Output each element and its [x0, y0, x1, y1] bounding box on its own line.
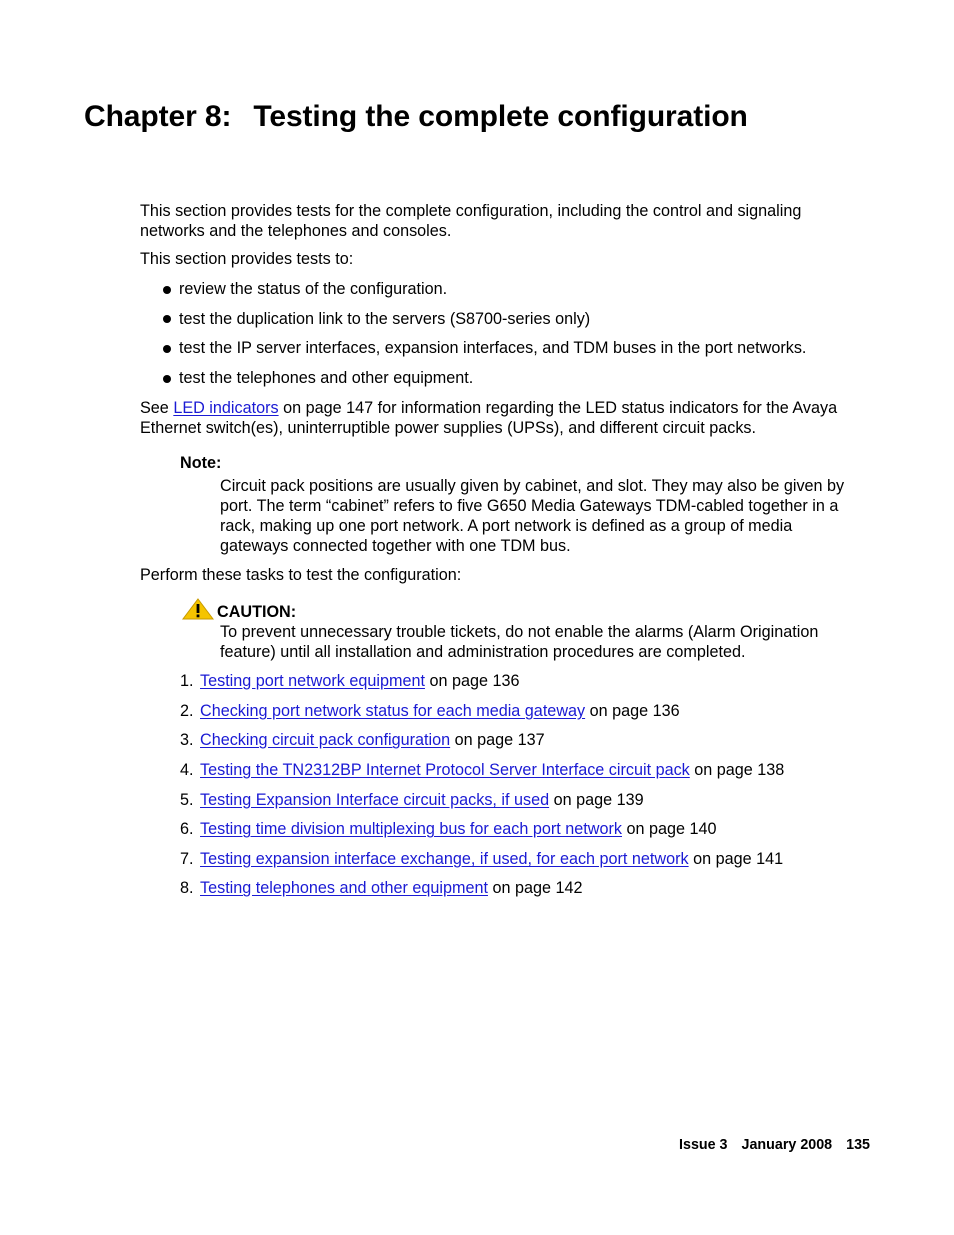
task-item: 4. Testing the TN2312BP Internet Protocol Server Interface circuit pack on page 138 [180, 761, 785, 780]
bullet-icon [163, 345, 171, 353]
note-body: Circuit pack positions are usually given by cabinet, and slot. They may also be given by port. The term “cabinet” refers to five G650 Media Gateways TDM-cabled together in a rack, making up one port network. A port network is defined as a group of media gateways connected together with one TDM bus. [220, 476, 845, 555]
caution-header [182, 598, 852, 622]
caution-label: CAUTION: [217, 602, 297, 621]
task-list [140, 671, 852, 898]
perform-paragraph: Perform these tasks to test the configuration: [140, 565, 462, 584]
see-paragraph: See LED indicators on page 147 for information regarding the LED status indicators for the Avaya Ethernet switch(es), uninterruptible power supplies (UPSs), and different circuit packs. [140, 398, 838, 437]
footer-issue: Issue 3 [679, 1137, 728, 1153]
task-item: 2. Checking port network status for each media gateway on page 136 [180, 701, 680, 720]
task-link-ip-server-interface[interactable]: Testing the TN2312BP Internet Protocol Server Interface circuit pack [200, 761, 690, 780]
chapter-name: Testing the complete configuration [253, 100, 748, 133]
bullet-list [140, 279, 852, 388]
chapter-label: Chapter 8: [84, 100, 232, 133]
task-link-telephones[interactable]: Testing telephones and other equipment [200, 879, 488, 898]
task-item: 5. Testing Expansion Interface circuit packs, if used on page 139 [180, 790, 644, 809]
intro-paragraph: This section provides tests for the complete configuration, including the control and signaling networks and the telephones and consoles. [140, 202, 802, 240]
page-number: 135 [846, 1137, 870, 1153]
led-indicators-link[interactable]: LED indicators [173, 398, 279, 417]
warning-triangle-icon [182, 598, 214, 620]
list-item: test the telephones and other equipment. [140, 368, 852, 388]
note-label: Note: [180, 453, 222, 472]
task-link-port-network-equipment[interactable]: Testing port network equipment [200, 672, 425, 691]
lead-paragraph: This section provides tests to: [140, 250, 354, 268]
task-item: 3. Checking circuit pack configuration on page 137 [180, 731, 545, 750]
page-footer [679, 1137, 870, 1153]
bullet-icon [163, 315, 171, 323]
list-item: review the status of the configuration. [140, 279, 852, 299]
task-link-expansion-interface[interactable]: Testing Expansion Interface circuit packs, if used [200, 790, 550, 809]
chapter-title [84, 100, 748, 134]
bullet-icon [163, 286, 171, 294]
task-item: 8. Testing telephones and other equipment on page 142 [180, 879, 583, 898]
footer-date: January 2008 [741, 1137, 833, 1153]
task-link-expansion-exchange[interactable]: Testing expansion interface exchange, if used, for each port network [200, 849, 689, 868]
bullet-icon [163, 375, 171, 383]
caution-body: To prevent unnecessary trouble tickets, do not enable the alarms (Alarm Origination feature) until all installation and administration procedures are completed. [220, 622, 819, 661]
main-content [140, 201, 852, 908]
task-item: 1. Testing port network equipment on page 136 [180, 672, 520, 691]
task-link-tdm-bus[interactable]: Testing time division multiplexing bus for each port network [200, 820, 622, 839]
list-item: test the duplication link to the servers (S8700-series only) [140, 309, 852, 329]
list-item: test the IP server interfaces, expansion interfaces, and TDM buses in the port networks. [140, 338, 852, 358]
task-item: 7. Testing expansion interface exchange, if used, for each port network on page 141 [180, 849, 784, 868]
task-link-circuit-pack-config[interactable]: Checking circuit pack configuration [200, 731, 451, 750]
task-link-port-network-status[interactable]: Checking port network status for each media gateway [200, 701, 586, 720]
task-item: 6. Testing time division multiplexing bus for each port network on page 140 [180, 820, 717, 839]
